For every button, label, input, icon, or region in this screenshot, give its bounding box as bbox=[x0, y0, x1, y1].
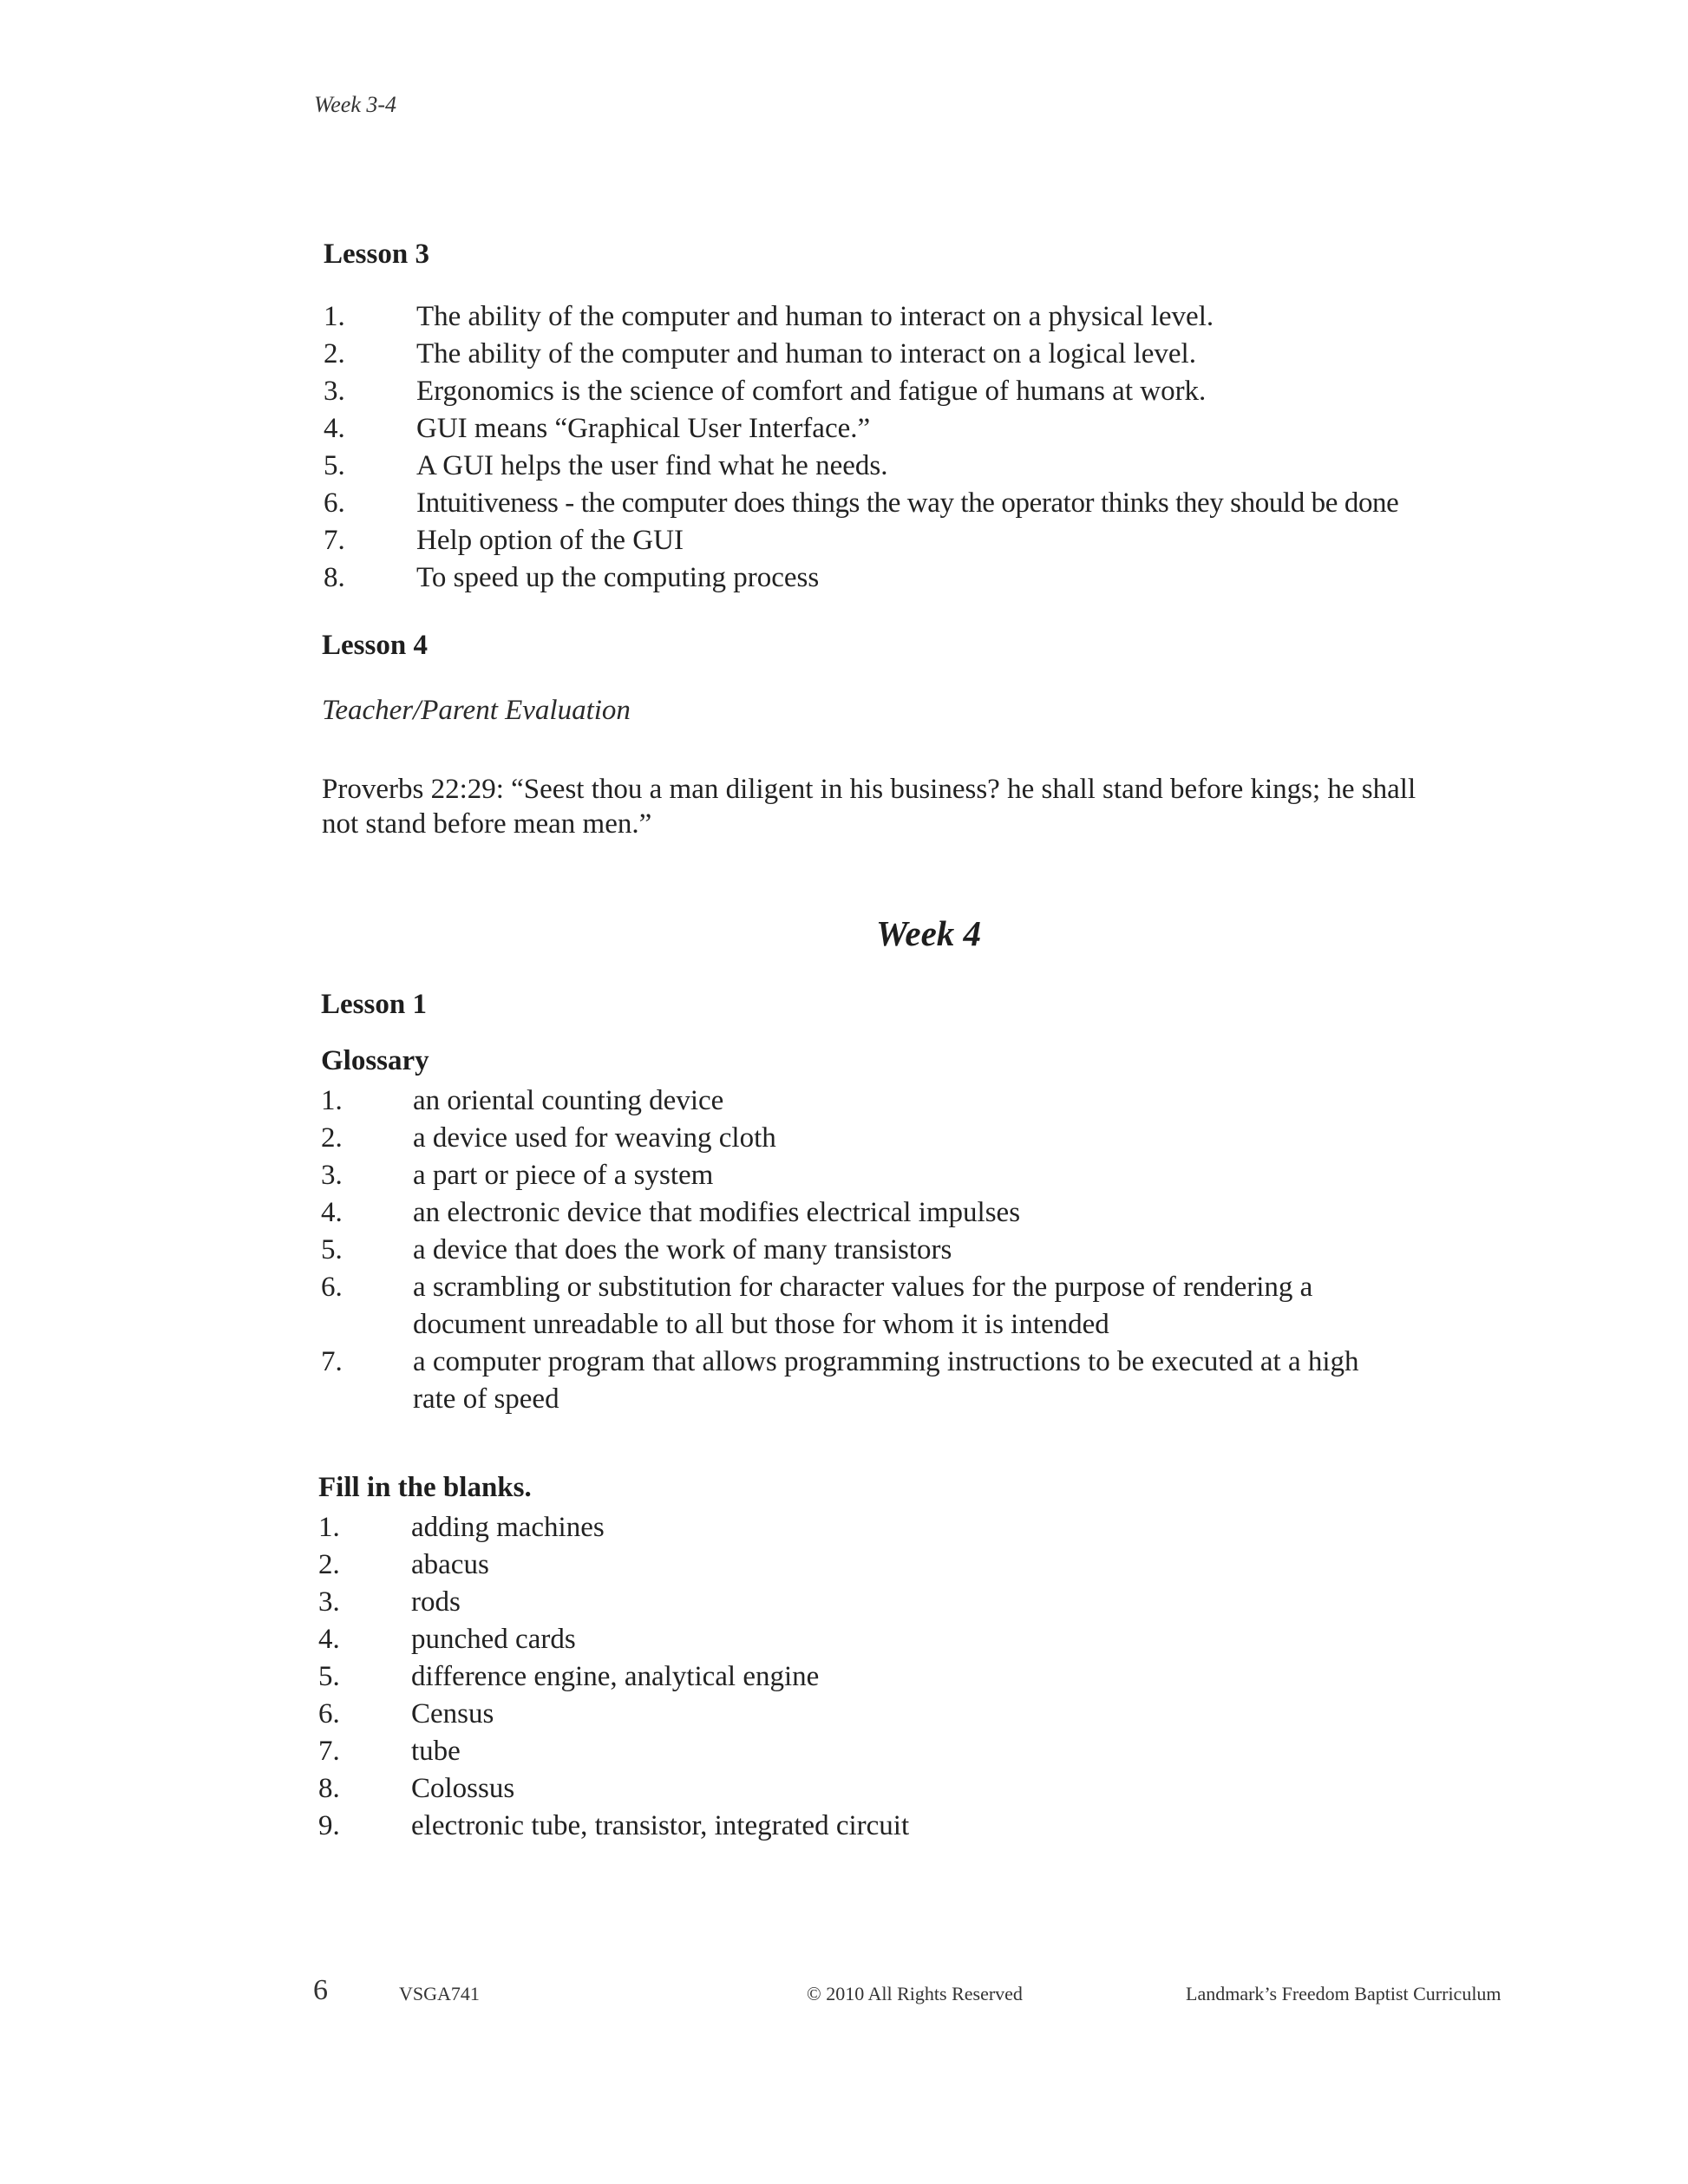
item-number: 5. bbox=[324, 450, 345, 481]
item-number: 3. bbox=[324, 376, 345, 407]
week-4-title: Week 4 bbox=[876, 913, 982, 953]
item-number: 6. bbox=[321, 1272, 343, 1303]
item-text: a device used for weaving cloth bbox=[413, 1122, 776, 1154]
item-text: The ability of the computer and human to interact on a logical level. bbox=[416, 338, 1196, 369]
item-number: 7. bbox=[321, 1346, 343, 1377]
item-number: 7. bbox=[324, 525, 345, 556]
item-number: 1. bbox=[318, 1512, 340, 1543]
item-number: 6. bbox=[318, 1698, 340, 1730]
page-number: 6 bbox=[313, 1974, 328, 2006]
item-text: adding machines bbox=[411, 1512, 605, 1543]
lesson-1-heading: Lesson 1 bbox=[321, 989, 427, 1020]
item-number: 2. bbox=[318, 1549, 340, 1580]
item-number: 6. bbox=[324, 487, 345, 519]
item-number: 5. bbox=[318, 1661, 340, 1692]
item-text: a computer program that allows programming instructions to be executed at a high bbox=[413, 1346, 1359, 1377]
item-text: Census bbox=[411, 1698, 494, 1730]
item-text: a device that does the work of many transistors bbox=[413, 1234, 952, 1265]
item-text: GUI means “Graphical User Interface.” bbox=[416, 413, 871, 444]
item-number: 1. bbox=[321, 1085, 343, 1116]
lesson-4-heading: Lesson 4 bbox=[322, 630, 428, 661]
item-text: The ability of the computer and human to interact on a physical level. bbox=[416, 301, 1214, 332]
item-text: A GUI helps the user find what he needs. bbox=[416, 450, 888, 481]
item-text: rate of speed bbox=[413, 1383, 559, 1415]
item-number: 3. bbox=[321, 1160, 343, 1191]
item-text: tube bbox=[411, 1736, 461, 1767]
item-text: electronic tube, transistor, integrated circuit bbox=[411, 1810, 910, 1841]
item-number: 4. bbox=[321, 1197, 343, 1228]
item-text: punched cards bbox=[411, 1624, 576, 1655]
item-text: a scrambling or substitution for character values for the purpose of rendering a bbox=[413, 1272, 1313, 1303]
item-text: a part or piece of a system bbox=[413, 1160, 714, 1191]
item-number: 2. bbox=[321, 1122, 343, 1154]
item-number: 3. bbox=[318, 1586, 340, 1618]
item-number: 8. bbox=[318, 1773, 340, 1804]
item-number: 9. bbox=[318, 1810, 340, 1841]
item-number: 8. bbox=[324, 562, 345, 593]
item-text: abacus bbox=[411, 1549, 489, 1580]
item-text: rods bbox=[411, 1586, 461, 1618]
item-number: 7. bbox=[318, 1736, 340, 1767]
item-number: 2. bbox=[324, 338, 345, 369]
item-number: 4. bbox=[318, 1624, 340, 1655]
item-text: Help option of the GUI bbox=[416, 525, 684, 556]
item-text: an oriental counting device bbox=[413, 1085, 724, 1116]
item-text: Colossus bbox=[411, 1773, 515, 1804]
item-text: Ergonomics is the science of comfort and fatigue of humans at work. bbox=[416, 376, 1207, 407]
fill-in-the-blanks-heading: Fill in the blanks. bbox=[318, 1472, 532, 1503]
item-number: 4. bbox=[324, 413, 345, 444]
glossary-heading: Glossary bbox=[321, 1045, 429, 1076]
publisher-name: Landmark’s Freedom Baptist Curriculum bbox=[1186, 1983, 1502, 2004]
item-number: 5. bbox=[321, 1234, 343, 1265]
item-text: difference engine, analytical engine bbox=[411, 1661, 820, 1692]
copyright-notice: © 2010 All Rights Reserved bbox=[807, 1983, 1023, 2004]
proverbs-verse-line-2: not stand before mean men.” bbox=[322, 808, 652, 840]
running-head: Week 3-4 bbox=[314, 92, 397, 117]
item-text: an electronic device that modifies electrical impulses bbox=[413, 1197, 1021, 1228]
lesson-4-subheading: Teacher/Parent Evaluation bbox=[322, 695, 631, 726]
proverbs-verse-line-1: Proverbs 22:29: “Seest thou a man diligent in his business? he shall stand before kings; he shall bbox=[322, 774, 1416, 805]
item-text: document unreadable to all but those for whom it is intended bbox=[413, 1309, 1109, 1340]
lesson-3-heading: Lesson 3 bbox=[324, 239, 429, 270]
item-text: To speed up the computing process bbox=[416, 562, 820, 593]
document-code: VSGA741 bbox=[399, 1983, 480, 2004]
item-text: Intuitiveness - the computer does things the way the operator thinks they should be done bbox=[416, 487, 1399, 519]
item-number: 1. bbox=[324, 301, 345, 332]
